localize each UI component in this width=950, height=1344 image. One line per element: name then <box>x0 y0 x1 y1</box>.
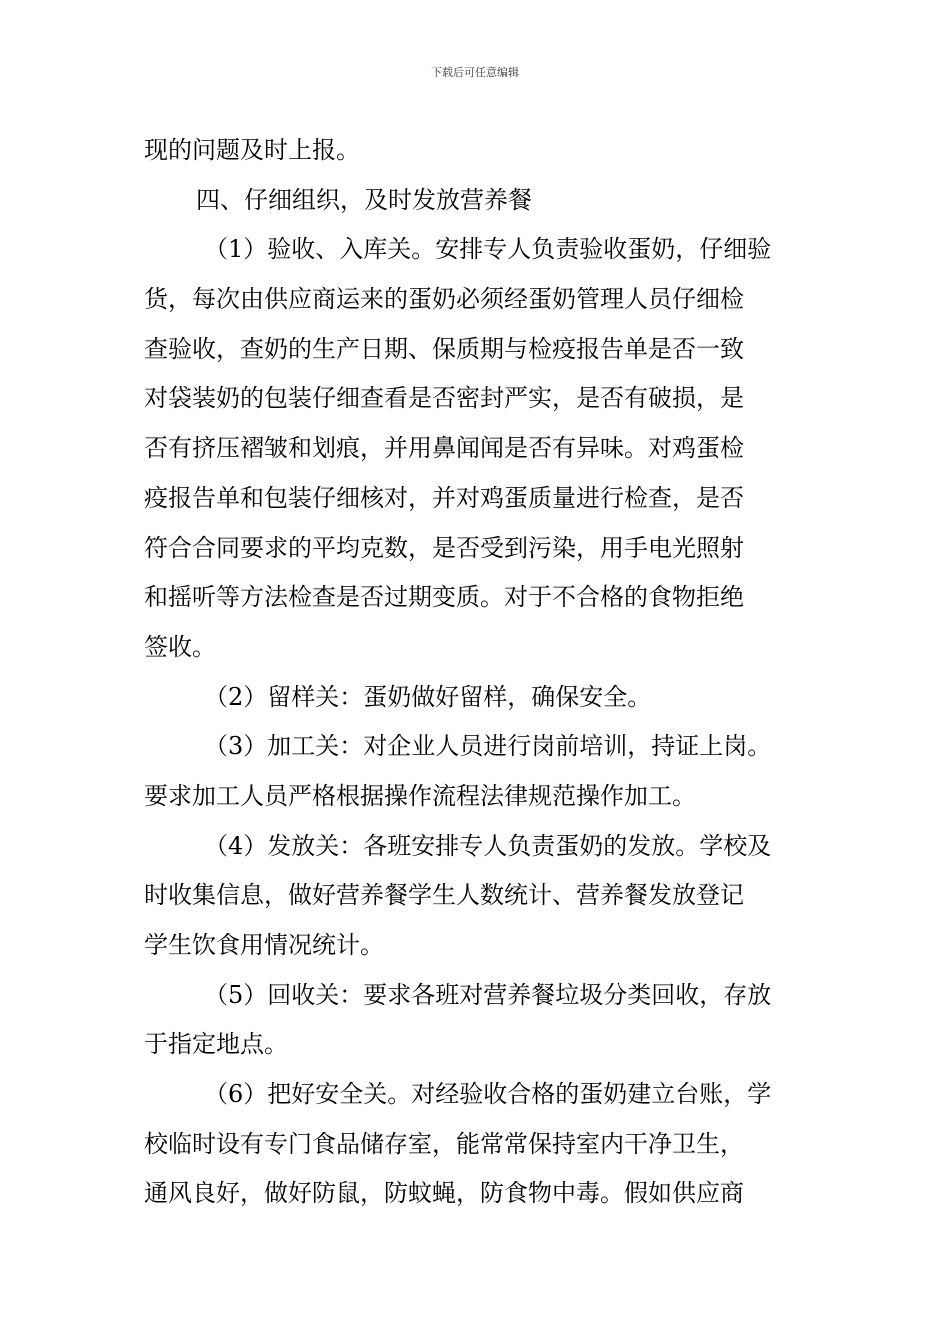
section-heading: 四、仔细组织，及时发放营养餐 <box>196 185 532 214</box>
text-line: （5）回收关：要求各班对营养餐垃圾分类回收，存放 <box>204 980 772 1009</box>
text-line: （2）留样关：蛋奶做好留样，确保安全。 <box>204 682 652 711</box>
text-line: （3）加工关：对企业人员进行岗前培训，持证上岗。 <box>204 732 772 761</box>
text-line: 校临时设有专门食品储存室，能常常保持室内干净卫生， <box>144 1129 744 1158</box>
text-line: 现的问题及时上报。 <box>144 136 360 164</box>
text-line: 要求加工人员严格根据操作流程法律规范操作加工。 <box>144 781 696 810</box>
text-line: 符合合同要求的平均克数，是否受到污染，用手电光照射 <box>144 533 744 562</box>
text-line: 对袋装奶的包装仔细查看是否密封严实，是否有破损，是 <box>144 384 744 413</box>
text-line: 时收集信息，做好营养餐学生人数统计、营养餐发放登记 <box>144 881 744 910</box>
text-line: 和摇听等方法检查是否过期变质。对于不合格的食物拒绝 <box>144 583 744 612</box>
text-line: 货，每次由供应商运来的蛋奶必须经蛋奶管理人员仔细检 <box>144 285 744 314</box>
text-line: （4）发放关：各班安排专人负责蛋奶的发放。学校及 <box>204 831 772 860</box>
text-line: （6）把好安全关。对经验收合格的蛋奶建立台账，学 <box>204 1080 772 1109</box>
text-line: 查验收，查奶的生产日期、保质期与检疫报告单是否一致 <box>144 334 744 363</box>
text-line: （1）验收、入库关。安排专人负责验收蛋奶，仔细验 <box>204 235 772 264</box>
page-header: 下载后可任意编辑 <box>431 66 519 79</box>
text-line: 疫报告单和包装仔细核对，并对鸡蛋质量进行检查，是否 <box>144 483 744 512</box>
document-body <box>144 126 806 1219</box>
text-line: 于指定地点。 <box>144 1030 288 1059</box>
text-line: 否有挤压褶皱和划痕，并用鼻闻闻是否有异味。对鸡蛋检 <box>144 434 744 463</box>
text-line: 学生饮食用情况统计。 <box>144 931 384 959</box>
text-line: 通风良好，做好防鼠，防蚊蝇，防食物中毒。假如供应商 <box>144 1179 744 1208</box>
text-line: 签收。 <box>144 632 216 661</box>
